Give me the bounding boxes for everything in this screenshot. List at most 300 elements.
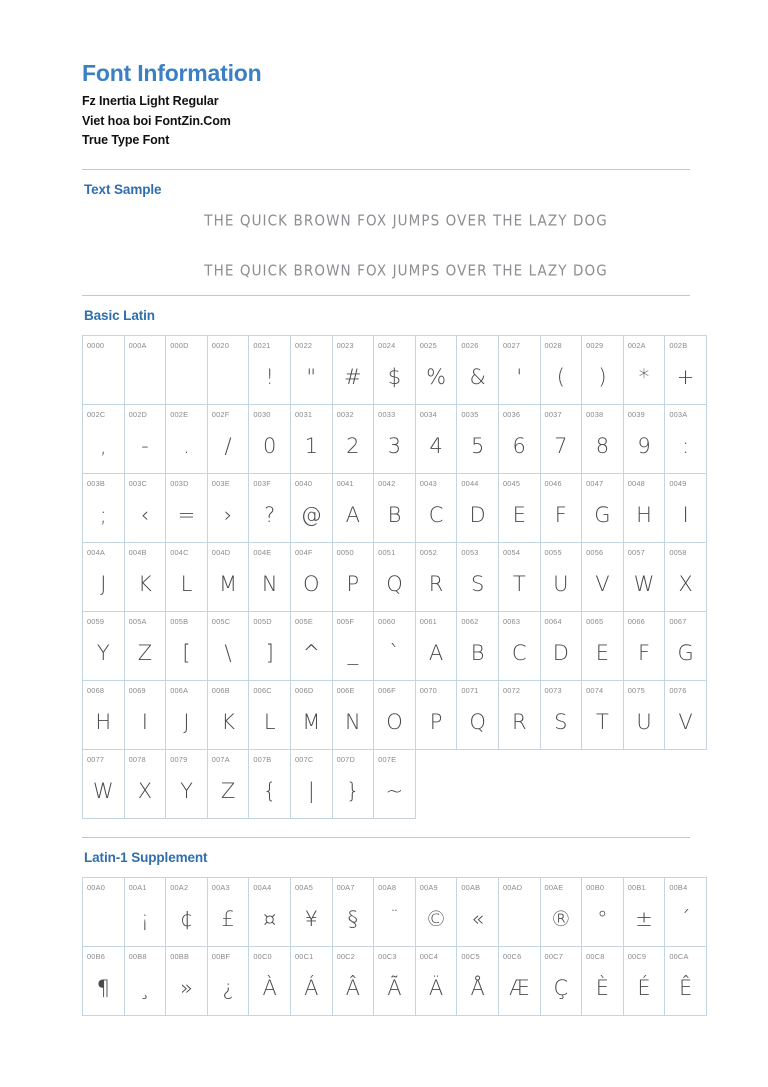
- codepoint-label: 0051: [378, 547, 396, 557]
- glyph-preview: \: [224, 640, 232, 665]
- codepoint-label: 0070: [419, 685, 437, 695]
- codepoint-label: 006E: [336, 685, 355, 695]
- glyph-cell[interactable]: [166, 749, 208, 818]
- glyph-preview: A: [428, 640, 444, 665]
- glyph-cell[interactable]: [83, 611, 125, 680]
- glyph-cell[interactable]: [332, 680, 374, 749]
- glyph-preview: J: [100, 571, 107, 596]
- codepoint-label: 007E: [378, 754, 397, 764]
- glyph-cell[interactable]: [207, 611, 249, 680]
- glyph-preview: Ç: [553, 975, 569, 1000]
- codepoint-label: 0026: [461, 340, 479, 350]
- glyph-cell[interactable]: [332, 404, 374, 473]
- codepoint-label: 002A: [627, 340, 646, 350]
- glyph-cell[interactable]: [665, 404, 707, 473]
- glyph-preview: P: [346, 571, 360, 596]
- glyph-cell[interactable]: [665, 680, 707, 749]
- glyph-preview: 5: [470, 433, 485, 458]
- glyph-preview: U: [636, 709, 652, 734]
- glyph-cell[interactable]: [124, 749, 166, 818]
- codepoint-label: 00B0: [586, 882, 605, 892]
- codepoint-label: 00C8: [586, 951, 605, 961]
- glyph-cell[interactable]: [83, 749, 125, 818]
- glyph-row: [83, 542, 707, 611]
- codepoint-label: 0044: [461, 478, 479, 488]
- glyph-preview: ~: [385, 778, 404, 803]
- glyph-preview: -: [141, 433, 149, 458]
- codepoint-label: 00C3: [378, 951, 397, 961]
- glyph-cell[interactable]: [457, 404, 499, 473]
- glyph-cell[interactable]: [83, 335, 125, 404]
- glyph-cell[interactable]: [540, 611, 582, 680]
- glyph-cell[interactable]: [207, 473, 249, 542]
- glyph-cell[interactable]: [124, 335, 166, 404]
- glyph-cell[interactable]: [665, 946, 707, 1015]
- codepoint-label: 0060: [378, 616, 396, 626]
- glyph-cell[interactable]: [540, 404, 582, 473]
- glyph-cell[interactable]: [166, 473, 208, 542]
- glyph-cell-empty: [623, 749, 665, 818]
- glyph-preview: E: [512, 502, 526, 527]
- codepoint-label: 0075: [627, 685, 645, 695]
- glyph-preview: ;: [99, 502, 107, 527]
- glyph-cell[interactable]: [623, 611, 665, 680]
- glyph-cell[interactable]: [290, 680, 332, 749]
- glyph-cell[interactable]: [290, 611, 332, 680]
- glyph-preview: J: [183, 709, 190, 734]
- codepoint-label: 0050: [336, 547, 354, 557]
- glyph-preview: O: [386, 709, 403, 734]
- glyph-preview: »: [180, 975, 193, 1000]
- glyph-preview: ¸: [139, 975, 151, 1000]
- glyph-preview: N: [345, 709, 361, 734]
- codepoint-label: 007C: [294, 754, 314, 764]
- glyph-cell[interactable]: [457, 680, 499, 749]
- glyph-cell[interactable]: [582, 404, 624, 473]
- glyph-cell[interactable]: [249, 877, 291, 946]
- glyph-cell-empty: [415, 749, 457, 818]
- glyph-preview: Y: [96, 640, 110, 665]
- codepoint-label: 00A1: [128, 882, 147, 892]
- glyph-preview: ": [306, 364, 317, 389]
- glyph-cell[interactable]: [207, 542, 249, 611]
- glyph-cell[interactable]: [290, 335, 332, 404]
- glyph-cell[interactable]: [83, 404, 125, 473]
- glyph-preview: C: [428, 502, 444, 527]
- codepoint-label: 0024: [378, 340, 396, 350]
- glyph-cell[interactable]: [124, 946, 166, 1015]
- codepoint-label: 0037: [544, 409, 562, 419]
- glyph-cell[interactable]: [415, 335, 457, 404]
- codepoint-label: 00A9: [419, 882, 438, 892]
- codepoint-label: 0027: [502, 340, 521, 350]
- glyph-cell[interactable]: [332, 877, 374, 946]
- glyph-preview: Z: [220, 778, 236, 803]
- glyph-cell[interactable]: [665, 473, 707, 542]
- glyph-cell[interactable]: [332, 335, 374, 404]
- glyph-cell[interactable]: [374, 473, 416, 542]
- glyph-cell[interactable]: [623, 473, 665, 542]
- glyph-preview: R: [511, 709, 527, 734]
- codepoint-label: 002C: [87, 409, 106, 419]
- glyph-row: [83, 946, 707, 1015]
- codepoint-label: 0021: [253, 340, 271, 350]
- glyph-cell[interactable]: [124, 542, 166, 611]
- codepoint-label: 002E: [170, 409, 189, 419]
- codepoint-label: 00A8: [378, 882, 397, 892]
- glyph-preview: *: [638, 364, 650, 389]
- glyph-preview: :: [682, 433, 690, 458]
- glyph-cell[interactable]: [207, 680, 249, 749]
- glyph-cell[interactable]: [290, 749, 332, 818]
- glyph-preview: 3: [387, 433, 402, 458]
- glyph-preview: I: [682, 502, 689, 527]
- codepoint-label: 0062: [461, 616, 479, 626]
- glyph-cell[interactable]: [665, 542, 707, 611]
- glyph-cell[interactable]: [665, 611, 707, 680]
- glyph-cell[interactable]: [207, 335, 249, 404]
- codepoint-label: 004E: [253, 547, 272, 557]
- glyph-cell[interactable]: [623, 877, 665, 946]
- codepoint-label: 0040: [294, 478, 313, 488]
- glyph-cell[interactable]: [457, 473, 499, 542]
- glyph-preview: Æ: [509, 975, 530, 1000]
- codepoint-label: 004B: [128, 547, 147, 557]
- glyph-cell[interactable]: [332, 611, 374, 680]
- glyph-preview: Á: [304, 975, 319, 1000]
- font-format-line: True Type Font: [82, 133, 170, 148]
- codepoint-label: 00A0: [87, 882, 106, 892]
- glyph-preview: 8: [595, 433, 610, 458]
- glyph-preview: }: [346, 778, 360, 803]
- glyph-preview: X: [137, 778, 153, 803]
- codepoint-label: 0046: [544, 478, 562, 488]
- glyph-cell[interactable]: [540, 542, 582, 611]
- codepoint-label: 000A: [128, 340, 147, 350]
- codepoint-label: 0033: [378, 409, 396, 419]
- glyph-cell[interactable]: [290, 473, 332, 542]
- glyph-cell[interactable]: [623, 542, 665, 611]
- glyph-preview: C: [511, 640, 527, 665]
- glyph-cell[interactable]: [332, 473, 374, 542]
- codepoint-label: 0067: [669, 616, 687, 626]
- codepoint-label: 00C5: [461, 951, 480, 961]
- codepoint-label: 0035: [461, 409, 479, 419]
- codepoint-label: 0041: [336, 478, 354, 488]
- glyph-cell[interactable]: [623, 404, 665, 473]
- glyph-preview: H: [636, 502, 652, 527]
- glyph-cell[interactable]: [290, 877, 332, 946]
- glyph-preview: ¡: [140, 906, 150, 931]
- glyph-cell[interactable]: [83, 473, 125, 542]
- codepoint-label: 006A: [170, 685, 189, 695]
- glyph-preview: 9: [637, 433, 651, 458]
- glyph-preview: M: [219, 571, 238, 596]
- glyph-cell-empty: [665, 749, 707, 818]
- glyph-cell[interactable]: [540, 473, 582, 542]
- glyph-row: [83, 749, 707, 818]
- glyph-cell[interactable]: [415, 473, 457, 542]
- codepoint-label: 007D: [336, 754, 356, 764]
- glyph-cell[interactable]: [415, 877, 457, 946]
- glyph-cell[interactable]: [582, 473, 624, 542]
- glyph-cell[interactable]: [582, 611, 624, 680]
- glyph-cell[interactable]: [498, 542, 540, 611]
- glyph-cell[interactable]: [498, 611, 540, 680]
- codepoint-label: 00AD: [502, 882, 523, 892]
- glyph-preview: {: [262, 778, 277, 803]
- glyph-cell[interactable]: [290, 542, 332, 611]
- glyph-cell[interactable]: [207, 404, 249, 473]
- codepoint-label: 003B: [87, 478, 106, 488]
- glyph-preview: ¤: [262, 906, 277, 931]
- glyph-cell[interactable]: [374, 749, 416, 818]
- glyph-cell[interactable]: [166, 542, 208, 611]
- glyph-cell[interactable]: [249, 680, 291, 749]
- glyph-cell[interactable]: [415, 404, 457, 473]
- glyph-cell[interactable]: [623, 335, 665, 404]
- glyph-cell[interactable]: [457, 611, 499, 680]
- codepoint-label: 00A4: [253, 882, 272, 892]
- codepoint-label: 00AB: [461, 882, 481, 892]
- codepoint-label: 00A5: [294, 882, 314, 892]
- glyph-cell[interactable]: [124, 680, 166, 749]
- glyph-cell[interactable]: [249, 749, 291, 818]
- glyph-preview: K: [221, 709, 235, 734]
- basic-latin-glyph-table: [82, 335, 707, 819]
- glyph-preview: 4: [429, 433, 443, 458]
- glyph-preview: (: [556, 364, 565, 389]
- codepoint-label: 0022: [294, 340, 313, 350]
- glyph-preview: D: [552, 640, 569, 665]
- glyph-preview: 1: [304, 433, 318, 458]
- codepoint-label: 0032: [336, 409, 354, 419]
- glyph-cell[interactable]: [498, 877, 540, 946]
- codepoint-label: 0069: [128, 685, 146, 695]
- glyph-cell[interactable]: [124, 611, 166, 680]
- codepoint-label: 00B8: [128, 951, 147, 961]
- codepoint-label: 0076: [669, 685, 687, 695]
- glyph-cell[interactable]: [332, 542, 374, 611]
- glyph-cell[interactable]: [249, 473, 291, 542]
- glyph-cell[interactable]: [207, 877, 249, 946]
- codepoint-label: 0077: [87, 754, 105, 764]
- glyph-preview: [166, 350, 207, 367]
- glyph-cell[interactable]: [374, 877, 416, 946]
- glyph-cell[interactable]: [582, 946, 624, 1015]
- glyph-row: [83, 680, 707, 749]
- codepoint-label: 003F: [253, 478, 272, 488]
- codepoint-label: 004A: [87, 547, 106, 557]
- codepoint-label: 00A3: [211, 882, 230, 892]
- glyph-cell[interactable]: [498, 680, 540, 749]
- glyph-cell[interactable]: [582, 335, 624, 404]
- codepoint-label: 0020: [211, 340, 230, 350]
- codepoint-label: 006C: [253, 685, 272, 695]
- glyph-cell[interactable]: [665, 335, 707, 404]
- glyph-preview: K: [138, 571, 152, 596]
- glyph-preview: É: [637, 975, 651, 1000]
- glyph-cell[interactable]: [540, 877, 582, 946]
- codepoint-label: 0064: [544, 616, 562, 626]
- glyph-preview: ¢: [179, 906, 194, 931]
- codepoint-label: 00BB: [170, 951, 190, 961]
- glyph-cell[interactable]: [249, 611, 291, 680]
- glyph-cell-empty: [540, 749, 582, 818]
- glyph-cell[interactable]: [582, 680, 624, 749]
- glyph-cell[interactable]: [457, 542, 499, 611]
- glyph-cell[interactable]: [582, 542, 624, 611]
- glyph-cell[interactable]: [83, 877, 125, 946]
- codepoint-label: 005B: [170, 616, 189, 626]
- glyph-cell-empty: [457, 749, 499, 818]
- glyph-preview: U: [553, 571, 569, 596]
- codepoint-label: 00B6: [87, 951, 106, 961]
- glyph-preview: È: [595, 975, 610, 1000]
- codepoint-label: 003D: [170, 478, 189, 488]
- glyph-cell[interactable]: [249, 542, 291, 611]
- section-heading-latin1-supplement: Latin-1 Supplement: [84, 849, 208, 865]
- glyph-cell[interactable]: [415, 946, 457, 1015]
- glyph-preview: «: [471, 906, 485, 931]
- glyph-cell[interactable]: [415, 542, 457, 611]
- basic-latin-section: [82, 295, 695, 821]
- codepoint-label: 007A: [211, 754, 230, 764]
- glyph-cell[interactable]: [374, 335, 416, 404]
- glyph-preview: %: [426, 364, 447, 389]
- glyph-cell[interactable]: [83, 542, 125, 611]
- glyph-cell[interactable]: [249, 404, 291, 473]
- glyph-cell[interactable]: [249, 946, 291, 1015]
- codepoint-label: 0068: [87, 685, 105, 695]
- glyph-cell[interactable]: [582, 877, 624, 946]
- glyph-cell[interactable]: [83, 680, 125, 749]
- glyph-cell[interactable]: [623, 946, 665, 1015]
- glyph-cell[interactable]: [166, 335, 208, 404]
- glyph-cell[interactable]: [374, 611, 416, 680]
- glyph-preview: Z: [137, 640, 153, 665]
- glyph-cell[interactable]: [374, 680, 416, 749]
- glyph-cell[interactable]: [249, 335, 291, 404]
- codepoint-label: 0039: [627, 409, 645, 419]
- glyph-cell[interactable]: [332, 946, 374, 1015]
- glyph-preview: W: [633, 571, 655, 596]
- codepoint-label: 0043: [419, 478, 437, 488]
- codepoint-label: 00BF: [211, 951, 231, 961]
- glyph-preview: ±: [635, 906, 653, 931]
- glyph-preview: [: [182, 640, 191, 665]
- glyph-cell[interactable]: [166, 680, 208, 749]
- glyph-preview: Y: [180, 778, 193, 803]
- codepoint-label: 005E: [294, 616, 314, 626]
- codepoint-label: 0030: [253, 409, 271, 419]
- glyph-cell[interactable]: [540, 680, 582, 749]
- codepoint-label: 0031: [294, 409, 313, 419]
- glyph-cell[interactable]: [124, 877, 166, 946]
- glyph-cell[interactable]: [207, 749, 249, 818]
- glyph-cell[interactable]: [83, 946, 125, 1015]
- glyph-preview: [208, 350, 249, 367]
- glyph-cell[interactable]: [207, 946, 249, 1015]
- glyph-cell[interactable]: [166, 877, 208, 946]
- glyph-cell[interactable]: [166, 404, 208, 473]
- text-sample-line-1: THE QUICK BROWN FOX JUMPS OVER THE LAZY DOG: [204, 211, 608, 230]
- glyph-cell[interactable]: [374, 542, 416, 611]
- glyph-cell[interactable]: [457, 946, 499, 1015]
- codepoint-label: 0049: [669, 478, 687, 488]
- font-source-line: Viet hoa boi FontZin.Com: [82, 113, 231, 128]
- codepoint-label: 006B: [211, 685, 230, 695]
- glyph-cell[interactable]: [498, 335, 540, 404]
- glyph-preview: M: [302, 709, 321, 734]
- glyph-preview: =: [177, 502, 196, 527]
- glyph-cell-empty: [498, 749, 540, 818]
- codepoint-label: 0078: [128, 754, 146, 764]
- glyph-cell[interactable]: [374, 404, 416, 473]
- glyph-cell[interactable]: [498, 404, 540, 473]
- glyph-cell[interactable]: [332, 749, 374, 818]
- glyph-preview: $: [387, 364, 402, 389]
- glyph-cell[interactable]: [540, 335, 582, 404]
- glyph-cell[interactable]: [124, 404, 166, 473]
- glyph-cell[interactable]: [665, 877, 707, 946]
- glyph-cell[interactable]: [457, 877, 499, 946]
- glyph-preview: À: [262, 975, 277, 1000]
- glyph-cell[interactable]: [623, 680, 665, 749]
- glyph-cell[interactable]: [290, 404, 332, 473]
- codepoint-label: 0054: [502, 547, 521, 557]
- codepoint-label: 00B4: [669, 882, 688, 892]
- codepoint-label: 00C4: [419, 951, 439, 961]
- glyph-cell[interactable]: [457, 335, 499, 404]
- glyph-cell[interactable]: [415, 611, 457, 680]
- glyph-cell[interactable]: [374, 946, 416, 1015]
- codepoint-label: 00AE: [544, 882, 564, 892]
- glyph-preview: ©: [425, 906, 447, 931]
- glyph-preview: Å: [470, 975, 485, 1000]
- glyph-cell[interactable]: [498, 946, 540, 1015]
- latin1-supplement-section: [82, 837, 693, 1018]
- text-sample-list: [82, 197, 690, 293]
- glyph-preview: .: [183, 433, 190, 458]
- codepoint-label: 002F: [211, 409, 230, 419]
- codepoint-label: 0029: [586, 340, 604, 350]
- glyph-preview: Ê: [678, 975, 693, 1000]
- codepoint-label: 0028: [544, 340, 562, 350]
- codepoint-label: 00C0: [253, 951, 272, 961]
- glyph-cell[interactable]: [166, 946, 208, 1015]
- glyph-cell[interactable]: [540, 946, 582, 1015]
- glyph-preview: T: [512, 571, 526, 596]
- codepoint-label: 006F: [378, 685, 396, 695]
- glyph-cell[interactable]: [166, 611, 208, 680]
- glyph-cell[interactable]: [498, 473, 540, 542]
- codepoint-label: 004F: [294, 547, 313, 557]
- glyph-cell[interactable]: [415, 680, 457, 749]
- glyph-preview: Ä: [428, 975, 444, 1000]
- glyph-cell[interactable]: [290, 946, 332, 1015]
- glyph-cell[interactable]: [124, 473, 166, 542]
- glyph-preview: ): [598, 364, 607, 389]
- codepoint-label: 0059: [87, 616, 105, 626]
- codepoint-label: 0065: [586, 616, 604, 626]
- codepoint-label: 002D: [128, 409, 148, 419]
- glyph-preview: ^: [302, 640, 321, 665]
- glyph-preview: `: [389, 640, 400, 665]
- glyph-preview: /: [224, 433, 232, 458]
- sample-spacer: [82, 229, 690, 263]
- glyph-preview: L: [180, 571, 193, 596]
